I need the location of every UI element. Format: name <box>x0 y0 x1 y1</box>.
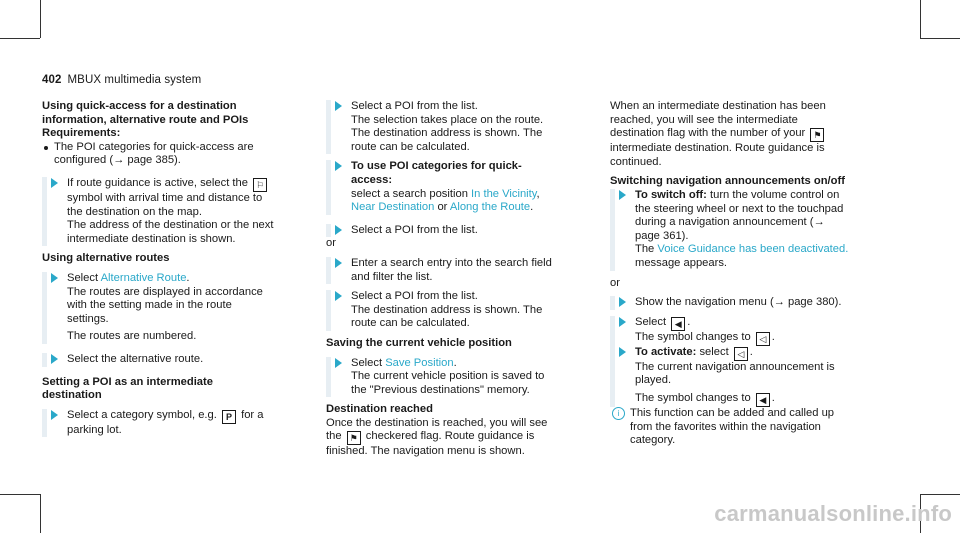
step-activate: To activate: select ◁ . The current navigation announcement is played. The symbol changes to ◀ . <box>610 346 852 407</box>
crop-mark <box>0 38 40 39</box>
save-position-link[interactable]: Save Position <box>385 356 454 369</box>
column-middle: Select a POI from the list. The selection takes place on the route. The destination address is shown. The route can be calculated. To use POI categories for quick-access: select a search position In the Vicinity, Near Destination or Along the Route. Select a POI from the list. or Enter a search entry into the search field and filter the list. Select a POI from the list. The destination address is shown. The route can be calculated. Saving the current vehicle position Select Save Position. The current vehicle position is saved to the "Previous destinations" memory. Destination reached Once the destination is reached, you will see the ⚑ checkered flag. Route guidance is finished. The navigation menu is shown. <box>326 100 562 459</box>
info-icon: i <box>612 407 625 420</box>
heading-alternative-routes: Using alternative routes <box>42 252 170 265</box>
info-note: i This function can be added and called up from the favorites within the navigation category. <box>610 407 852 448</box>
along-route-link[interactable]: Along the Route <box>449 201 531 214</box>
crop-mark <box>920 0 921 38</box>
heading-save-position: Saving the current vehicle position <box>326 336 512 349</box>
step-arrow-icon <box>335 161 342 171</box>
crop-mark <box>40 494 41 533</box>
step-select-speaker: Select ◀ . The symbol changes to ◁ . <box>610 316 852 346</box>
near-destination-link[interactable]: Near Destination <box>351 201 435 214</box>
step-arrow-icon <box>335 258 342 268</box>
step-poi-categories: To use POI categories for quick-access: select a search position In the Vicinity, Near Destination or Along the Route. <box>326 160 562 214</box>
step-arrow-icon <box>335 101 342 111</box>
crop-mark <box>920 38 960 39</box>
step-search-entry: Enter a search entry into the search field and filter the list. <box>326 257 562 284</box>
step-select-category: Select a category symbol, e.g. P for a parking lot. <box>42 409 274 438</box>
speaker-on-icon: ◀ <box>756 393 770 407</box>
heading-intermediate: Setting a POI as an intermediate destination <box>42 375 213 402</box>
parking-icon: P <box>222 410 236 424</box>
step-show-menu: Show the navigation menu (→ page 380). <box>610 296 852 310</box>
crop-mark <box>40 0 41 38</box>
step-arrow-icon <box>335 358 342 368</box>
flag-destination-icon: ⚐ <box>253 178 267 192</box>
step-arrow-icon <box>51 273 58 283</box>
step-switch-off: To switch off: turn the volume control on the steering wheel or next to the touchpad during a navigation announcement (→ page 361). The Voice Guidance has been deactivated. message appears. <box>610 189 852 271</box>
checkered-flag-icon: ⚑ <box>347 431 361 445</box>
step-save-position: Select Save Position. The current vehicle position is saved to the "Previous destinations" memory. <box>326 357 562 398</box>
step-arrow-icon <box>51 354 58 364</box>
in-vicinity-link[interactable]: In the Vicinity <box>471 187 537 200</box>
section-title: MBUX multimedia system <box>67 74 202 86</box>
step-route-guidance: If route guidance is active, select the ⚐ symbol with arrival time and distance to the destination on the map. The address of the destination or the next intermediate destination is shown. <box>42 177 274 246</box>
step-arrow-icon <box>51 410 58 420</box>
step-select-poi-3: Select a POI from the list. The destination address is shown. The route can be calculated. <box>326 290 562 331</box>
requirements-label: Requirements: <box>42 127 121 140</box>
page-number: 402 <box>42 74 62 86</box>
alternative-route-link[interactable]: Alternative Route <box>100 271 187 284</box>
speaker-on-icon: ◀ <box>671 317 685 331</box>
heading-quick-access: Using quick-access for a destination information, alternative route and POIs <box>42 100 249 126</box>
watermark: carmanualsonline.info <box>714 501 952 526</box>
speaker-off-icon: ◁ <box>756 332 770 346</box>
step-arrow-icon <box>335 291 342 301</box>
speaker-off-icon: ◁ <box>734 347 748 361</box>
intermediate-flag-icon: ⚑ <box>810 128 824 142</box>
requirement-item: The POI categories for quick-access are configured (→ page 385). <box>42 141 274 168</box>
step-arrow-icon <box>619 347 626 357</box>
step-arrow-icon <box>619 190 626 200</box>
step-arrow-icon <box>335 225 342 235</box>
voice-guidance-message: Voice Guidance has been deactivated. <box>657 243 849 256</box>
step-select-alternative: Select Alternative Route. The routes are displayed in accordance with the setting made in the route settings. The routes are numbered. <box>42 272 274 344</box>
step-arrow-icon <box>619 297 626 307</box>
crop-mark <box>0 494 40 495</box>
heading-destination-reached: Destination reached <box>326 403 433 416</box>
column-right: When an intermediate destination has been reached, you will see the intermediate destination flag with the number of your ⚑ intermediate destination. Route guidance is continued. Switching navigation announcements on/off To switch off: turn the volume control on the steering wheel or next to the touchpad during a navigation announcement (→ page 361). The Voice Guidance has been deactivated. message appears. or Show the navigation menu (→ page 380). Select ◀ . The symbol changes to ◁ . To activate: select ◁ . The current navigation announcement is played. The symbol changes to ◀ . i This function can be added and called up from the favorites within the navigation category. <box>610 100 852 448</box>
column-left <box>42 100 274 437</box>
step-select-route: Select the alternative route. <box>42 353 274 367</box>
step-select-poi: Select a POI from the list. The selection takes place on the route. The destination address is shown. The route can be calculated. <box>326 100 562 154</box>
step-arrow-icon <box>619 317 626 327</box>
step-arrow-icon <box>51 178 58 188</box>
step-select-poi-2: Select a POI from the list. <box>326 224 562 238</box>
crop-mark <box>920 494 960 495</box>
heading-announcements: Switching navigation announcements on/off <box>610 175 845 188</box>
page-header <box>42 74 201 86</box>
